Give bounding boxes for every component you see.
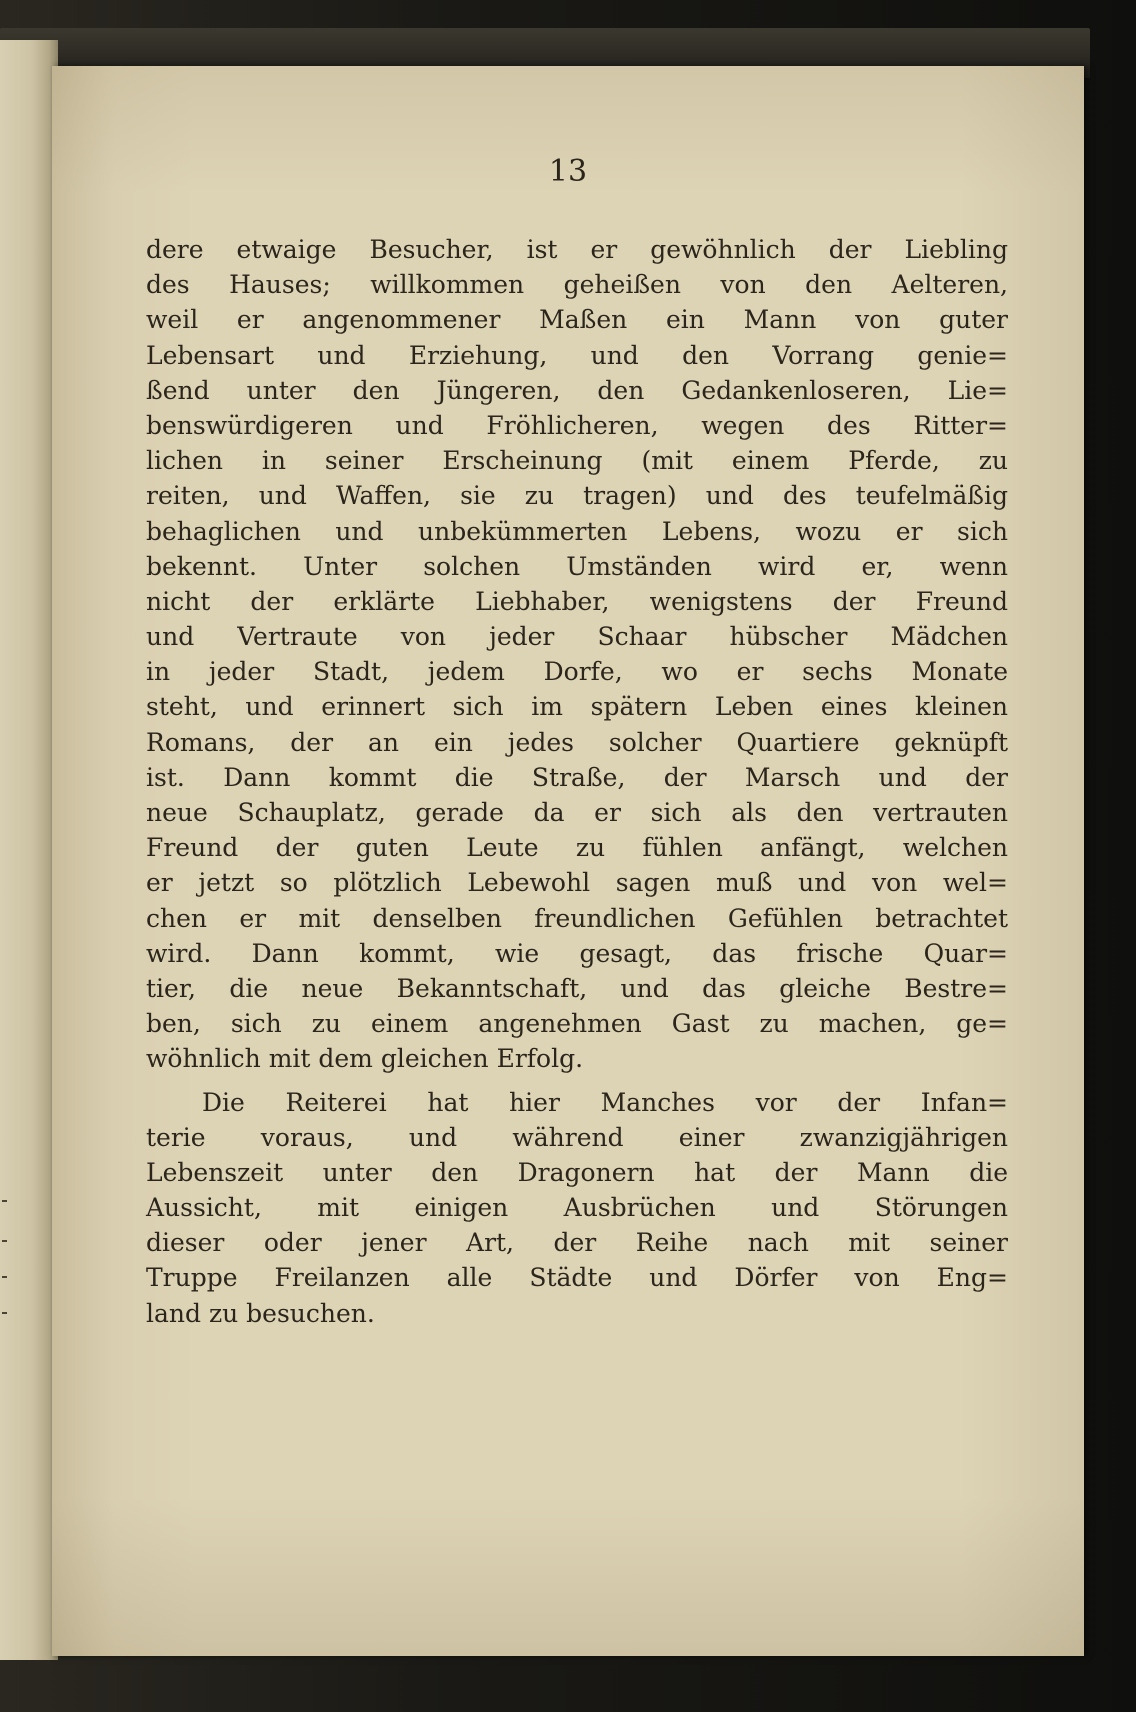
body-text bbox=[146, 232, 1008, 1331]
paragraph-2 bbox=[146, 1085, 1008, 1331]
text-line: benswürdigeren und Fröhlicheren, wegen des Ritter= bbox=[146, 410, 1008, 440]
text-line: ist. Dann kommt die Straße, der Marsch und der bbox=[146, 762, 1008, 792]
text-line: Die Reiterei hat hier Manches vor der Infan= bbox=[202, 1087, 1008, 1117]
page-number: 13 bbox=[548, 154, 588, 189]
text-line: ßend unter den Jüngeren, den Gedankenloseren, Lie= bbox=[146, 375, 1008, 405]
text-line: Lebensart und Erziehung, und den Vorrang genie= bbox=[146, 340, 1008, 370]
left-page-margin-marks bbox=[0, 1200, 12, 1500]
text-line: chen er mit denselben freundlichen Gefühlen betrachtet bbox=[146, 903, 1008, 933]
text-line: land zu besuchen. bbox=[146, 1298, 375, 1328]
text-line: er jetzt so plötzlich Lebewohl sagen muß und von wel= bbox=[146, 868, 1008, 898]
text-line: terie voraus, und während einer zwanzigjährigen bbox=[146, 1122, 1008, 1152]
text-line: wöhnlich mit dem gleichen Erfolg. bbox=[146, 1044, 584, 1074]
text-line: Lebenszeit unter den Dragonern hat der Mann die bbox=[146, 1157, 1008, 1187]
text-line: Romans, der an ein jedes solcher Quartiere geknüpft bbox=[146, 727, 1008, 757]
text-line: bekennt. Unter solchen Umständen wird er, wenn bbox=[146, 551, 1008, 581]
text-line: dere etwaige Besucher, ist er gewöhnlich der Liebling bbox=[146, 235, 1008, 264]
text-line: Truppe Freilanzen alle Städte und Dörfer von Eng= bbox=[146, 1263, 1008, 1293]
text-line: tier, die neue Bekanntschaft, und das gleiche Bestre= bbox=[146, 973, 1008, 1003]
text-line: behaglichen und unbekümmerten Lebens, wozu er sich bbox=[146, 516, 1008, 546]
text-line: lichen in seiner Erscheinung (mit einem Pferde, zu bbox=[146, 446, 1008, 476]
text-line: in jeder Stadt, jedem Dorfe, wo er sechs Monate bbox=[146, 657, 1008, 687]
text-line: ben, sich zu einem angenehmen Gast zu machen, ge= bbox=[146, 1009, 1008, 1039]
text-line: Freund der guten Leute zu fühlen anfängt, welchen bbox=[146, 833, 1008, 863]
text-line: nicht der erklärte Liebhaber, wenigstens der Freund bbox=[146, 586, 1008, 616]
text-line: neue Schauplatz, gerade da er sich als den vertrauten bbox=[146, 798, 1008, 827]
text-line: steht, und erinnert sich im spätern Leben eines kleinen bbox=[146, 692, 1008, 722]
text-line: des Hauses; willkommen geheißen von den Aelteren, bbox=[146, 270, 1008, 300]
book-page bbox=[52, 66, 1084, 1656]
text-line: weil er angenommener Maßen ein Mann von guter bbox=[146, 305, 1008, 335]
text-line: wird. Dann kommt, wie gesagt, das frische Quar= bbox=[146, 938, 1008, 968]
text-line: dieser oder jener Art, der Reihe nach mit seiner bbox=[146, 1228, 1008, 1258]
text-line: Aussicht, mit einigen Ausbrüchen und Störungen bbox=[146, 1193, 1008, 1223]
text-line: und Vertraute von jeder Schaar hübscher Mädchen bbox=[146, 622, 1008, 652]
text-line: reiten, und Waffen, sie zu tragen) und des teufelmäßig bbox=[146, 481, 1008, 511]
paragraph-1 bbox=[146, 232, 1008, 1077]
